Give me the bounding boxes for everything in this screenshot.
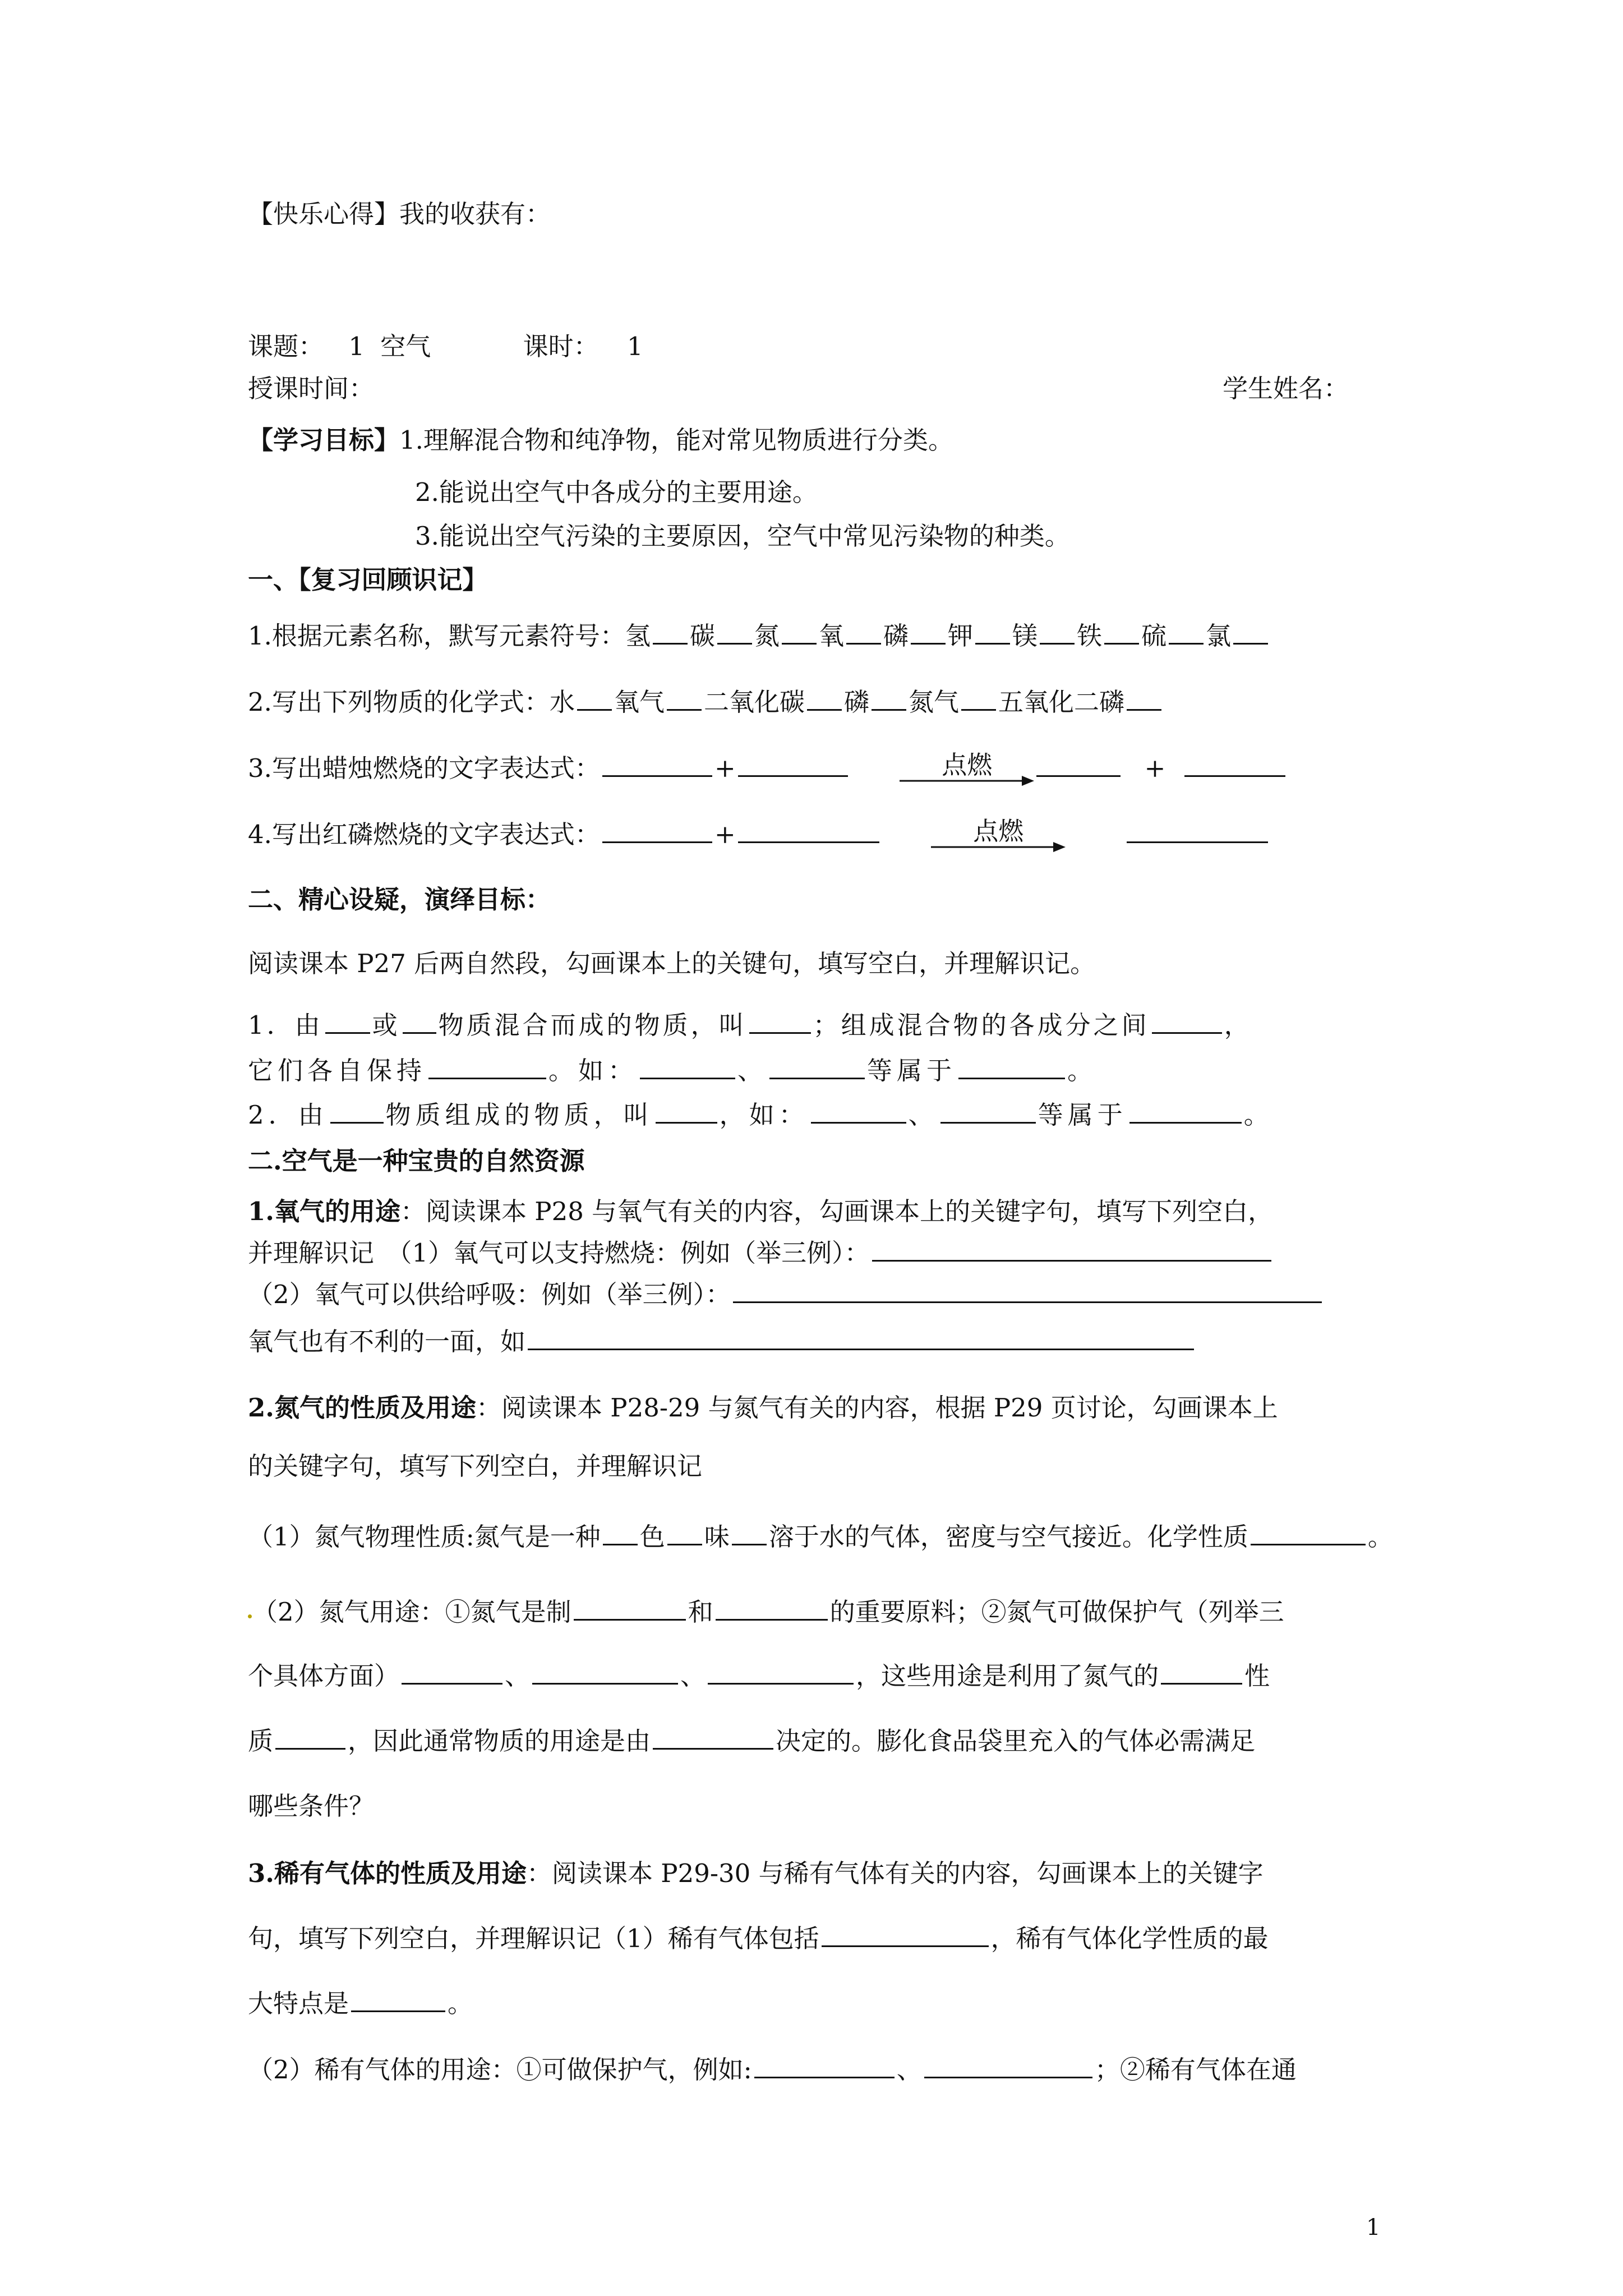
- blank[interactable]: [656, 1099, 717, 1124]
- blank[interactable]: [940, 1099, 1036, 1124]
- nitrogen-line-4: [252, 1595, 1284, 1629]
- element-name: 氢: [625, 621, 651, 651]
- blank[interactable]: [1104, 620, 1139, 645]
- review-q3: [248, 752, 1288, 785]
- blank[interactable]: [351, 1988, 445, 2012]
- q4-prefix: 4.写出红磷燃烧的文字表达式：: [248, 820, 600, 849]
- blank[interactable]: [749, 1010, 811, 1034]
- blank[interactable]: [402, 1660, 502, 1685]
- blank[interactable]: [325, 1010, 370, 1034]
- blank[interactable]: [1184, 753, 1285, 777]
- blank[interactable]: [822, 1923, 989, 1947]
- blank[interactable]: [1251, 1521, 1366, 1545]
- happy-label: 【快乐心得】: [248, 199, 400, 229]
- blank[interactable]: [811, 1099, 906, 1124]
- blank[interactable]: [403, 1010, 436, 1034]
- text: 。如：: [548, 1056, 638, 1085]
- text: 氧气也有不利的一面，如: [248, 1327, 526, 1356]
- blank[interactable]: [708, 1660, 854, 1685]
- student-name-label: 学生姓名：: [1223, 374, 1349, 403]
- blank[interactable]: [577, 687, 612, 711]
- text: 等属于: [1038, 1100, 1127, 1130]
- text: ，如：: [719, 1100, 809, 1130]
- element-name: 硫: [1141, 621, 1167, 651]
- text: ：阅读课本 P28 与氧气有关的内容，勾画课本上的关键字句，填写下列空白，: [400, 1197, 1274, 1226]
- blank[interactable]: [1233, 620, 1268, 645]
- plus-sign: +: [714, 820, 736, 849]
- text: 句，填写下列空白，并理解识记（1）稀有气体包括: [248, 1924, 819, 1953]
- review-q2: [248, 685, 1164, 719]
- oxygen-line-4: [248, 1325, 1196, 1359]
- text: 的重要原料；②氮气可做保护气（列举三: [829, 1597, 1284, 1627]
- arrow-icon: [931, 840, 1066, 854]
- plus-sign: +: [714, 753, 736, 783]
- text: 、: [908, 1100, 938, 1130]
- text: ，因此通常物质的用途是由: [348, 1726, 651, 1756]
- blank[interactable]: [1161, 1660, 1242, 1685]
- nitrogen-heading: 2.氮气的性质及用途: [248, 1393, 476, 1423]
- blank[interactable]: [1129, 1099, 1242, 1124]
- text: 味: [704, 1522, 730, 1552]
- blank[interactable]: [961, 687, 996, 711]
- text: 1．由: [248, 1010, 323, 1040]
- goal-item-2: 2.能说出空气中各成分的主要用途。: [415, 477, 818, 507]
- substance-name: 水: [549, 687, 575, 717]
- element-name: 氮: [754, 621, 780, 651]
- text: 它们各自保持: [248, 1056, 427, 1085]
- text: 并理解识记 （1）氧气可以支持燃烧：例如（举三例）：: [248, 1238, 870, 1268]
- element-name: 氯: [1206, 621, 1232, 651]
- text: （2）稀有气体的用途：①可做保护气，例如:: [248, 2055, 752, 2085]
- rare-gas-line-3: [248, 1987, 473, 2021]
- substance-name: 氧气: [614, 687, 665, 717]
- text: 大特点是: [248, 1989, 349, 2018]
- nitrogen-line-5: [248, 1659, 1270, 1693]
- blank[interactable]: [653, 620, 688, 645]
- text: ，: [1224, 1010, 1252, 1040]
- blank[interactable]: [1127, 819, 1268, 843]
- rare-gas-line-2: [248, 1922, 1269, 1955]
- text: 质: [248, 1726, 274, 1756]
- blank[interactable]: [872, 687, 906, 711]
- blank[interactable]: [574, 1596, 686, 1621]
- reaction-arrow: [900, 752, 1034, 785]
- review-heading: 一、【复习回顾识记】: [248, 565, 488, 595]
- rare-gas-line-4: [248, 2053, 1297, 2087]
- section2-heading: 二、精心设疑，演绎目标：: [248, 885, 551, 914]
- text: （1）氮气物理性质:氮气是一种: [248, 1522, 601, 1552]
- time-label: 授课时间：: [248, 374, 375, 403]
- blank[interactable]: [958, 1055, 1065, 1079]
- text: 个具体方面）: [248, 1661, 400, 1691]
- element-name: 铁: [1077, 621, 1103, 651]
- blank[interactable]: [1127, 687, 1161, 711]
- text: ，稀有气体化学性质的最: [990, 1924, 1269, 1953]
- element-name: 镁: [1012, 621, 1038, 651]
- section3-heading: 二.空气是一种宝贵的自然资源: [248, 1146, 585, 1176]
- nitrogen-line-7: 哪些条件？: [248, 1791, 375, 1821]
- mixture-line-2: [248, 1054, 1097, 1088]
- text: 。: [1243, 1100, 1274, 1130]
- mixture-line-1: [248, 1009, 1252, 1042]
- period-value: 1: [626, 332, 643, 361]
- blank[interactable]: [738, 753, 848, 777]
- ignite-label: 点燃: [942, 750, 993, 780]
- pure-substance-line: [248, 1098, 1274, 1132]
- text: ：阅读课本 P29-30 与稀有气体有关的内容，勾画课本上的关键字: [526, 1858, 1264, 1888]
- topic-label: 课题：: [248, 332, 324, 361]
- oxygen-line-2: [248, 1236, 1274, 1270]
- blank[interactable]: [528, 1326, 1194, 1350]
- ignite-label: 点燃: [973, 816, 1024, 846]
- text: ；②稀有气体在通: [1094, 2055, 1297, 2085]
- substance-name: 磷: [843, 687, 869, 717]
- happy-text: 我的收获有：: [399, 199, 551, 229]
- blank[interactable]: [872, 1237, 1271, 1262]
- nitrogen-line-6: [248, 1724, 1255, 1758]
- goal-item-3: 3.能说出空气污染的主要原因，空气中常见污染物的种类。: [415, 521, 1070, 551]
- review-q1: [248, 619, 1270, 653]
- reaction-arrow: [931, 818, 1066, 852]
- text: 。: [1067, 1056, 1098, 1085]
- period-label: 课时：: [523, 332, 599, 361]
- blank[interactable]: [1169, 620, 1204, 645]
- rare-gas-heading: 3.稀有气体的性质及用途: [248, 1858, 527, 1888]
- blank[interactable]: [1040, 620, 1075, 645]
- blank[interactable]: [667, 1521, 702, 1545]
- text: 2．由: [248, 1100, 328, 1130]
- text: 溶于水的气体，密度与空气接近。化学性质: [768, 1522, 1248, 1552]
- blank[interactable]: [330, 1099, 384, 1124]
- text: 和: [688, 1597, 713, 1627]
- rare-gas-line-1: [248, 1857, 1264, 1890]
- oxygen-heading: 1.氧气的用途: [248, 1197, 400, 1226]
- nitrogen-line-2: 的关键字句，填写下列空白，并理解识记: [248, 1451, 703, 1481]
- blank[interactable]: [667, 687, 702, 711]
- text: 等属于: [867, 1056, 957, 1085]
- section2-intro: 阅读课本 P27 后两自然段，勾画课本上的关键句，填写空白，并理解识记。: [248, 949, 1096, 978]
- lesson-line: [248, 330, 643, 364]
- oxygen-line-1: [248, 1195, 1273, 1228]
- element-name: 氧: [818, 621, 844, 651]
- goals-line-1: [248, 424, 953, 457]
- blank[interactable]: [846, 620, 881, 645]
- blank[interactable]: [602, 819, 712, 843]
- page-number: 1: [1366, 2215, 1381, 2240]
- text: 、: [896, 2055, 922, 2085]
- text: 色: [639, 1522, 665, 1552]
- text: 物质混合而成的物质，叫: [438, 1010, 747, 1040]
- text: 。: [448, 1989, 473, 2018]
- blank[interactable]: [911, 620, 946, 645]
- blank[interactable]: [602, 753, 712, 777]
- blank[interactable]: [924, 2054, 1092, 2078]
- blank[interactable]: [717, 620, 752, 645]
- blank[interactable]: [275, 1726, 345, 1750]
- blank[interactable]: [732, 1521, 767, 1545]
- substance-name: 氮气: [909, 687, 960, 717]
- stray-dot: [248, 1614, 252, 1618]
- text: 、: [505, 1661, 531, 1691]
- text: 决定的。膨化食品袋里充入的气体必需满足: [776, 1726, 1256, 1756]
- blank[interactable]: [975, 620, 1010, 645]
- element-name: 碳: [689, 621, 715, 651]
- element-name: 钾: [948, 621, 974, 651]
- blank[interactable]: [640, 1055, 735, 1079]
- text: 、: [680, 1661, 706, 1691]
- nitrogen-line-3: [248, 1520, 1393, 1554]
- blank[interactable]: [532, 1660, 678, 1685]
- q2-prefix: 2.写出下列物质的化学式：: [248, 687, 550, 717]
- blank[interactable]: [769, 1055, 865, 1079]
- text: ；组成混合物的各成分之间: [813, 1010, 1150, 1040]
- blank[interactable]: [428, 1055, 546, 1079]
- oxygen-line-3: [248, 1278, 1324, 1312]
- blank[interactable]: [1036, 753, 1121, 777]
- blank[interactable]: [716, 1596, 828, 1621]
- text: ，这些用途是利用了氮气的: [856, 1661, 1159, 1691]
- text: 物质组成的物质，叫: [385, 1100, 653, 1130]
- happy-line: [248, 197, 551, 231]
- nitrogen-line-1: [248, 1391, 1278, 1425]
- q1-prefix: 1.根据元素名称，默写元素符号：: [248, 621, 625, 651]
- text: （2）氧气可以供给呼吸：例如（举三例）：: [248, 1280, 731, 1309]
- blank[interactable]: [754, 2054, 895, 2078]
- blank[interactable]: [653, 1726, 773, 1750]
- blank[interactable]: [1152, 1010, 1222, 1034]
- goal-item-1: 1.理解混合物和纯净物，能对常见物质进行分类。: [399, 425, 953, 455]
- substance-name: 五氧化二磷: [998, 687, 1125, 717]
- blank[interactable]: [733, 1279, 1322, 1303]
- blank[interactable]: [782, 620, 817, 645]
- topic-name: 空气: [380, 332, 431, 361]
- text: 、: [737, 1056, 768, 1085]
- text: （2）氮气用途：①氮气是制: [252, 1597, 571, 1627]
- plus-sign: +: [1144, 753, 1166, 783]
- text: 或: [372, 1010, 400, 1040]
- topic-number: 1: [348, 332, 365, 361]
- review-q4: [248, 818, 1270, 852]
- text: 性: [1244, 1661, 1270, 1691]
- blank[interactable]: [738, 819, 879, 843]
- text: 。: [1367, 1522, 1393, 1552]
- substance-name: 二氧化碳: [703, 687, 805, 717]
- blank[interactable]: [603, 1521, 638, 1545]
- element-name: 磷: [883, 621, 909, 651]
- q3-prefix: 3.写出蜡烛燃烧的文字表达式：: [248, 753, 600, 783]
- goals-label: 【学习目标】: [248, 425, 400, 455]
- arrow-icon: [900, 774, 1034, 788]
- text: ：阅读课本 P28-29 与氮气有关的内容，根据 P29 页讨论，勾画课本上: [476, 1393, 1278, 1423]
- blank[interactable]: [807, 687, 842, 711]
